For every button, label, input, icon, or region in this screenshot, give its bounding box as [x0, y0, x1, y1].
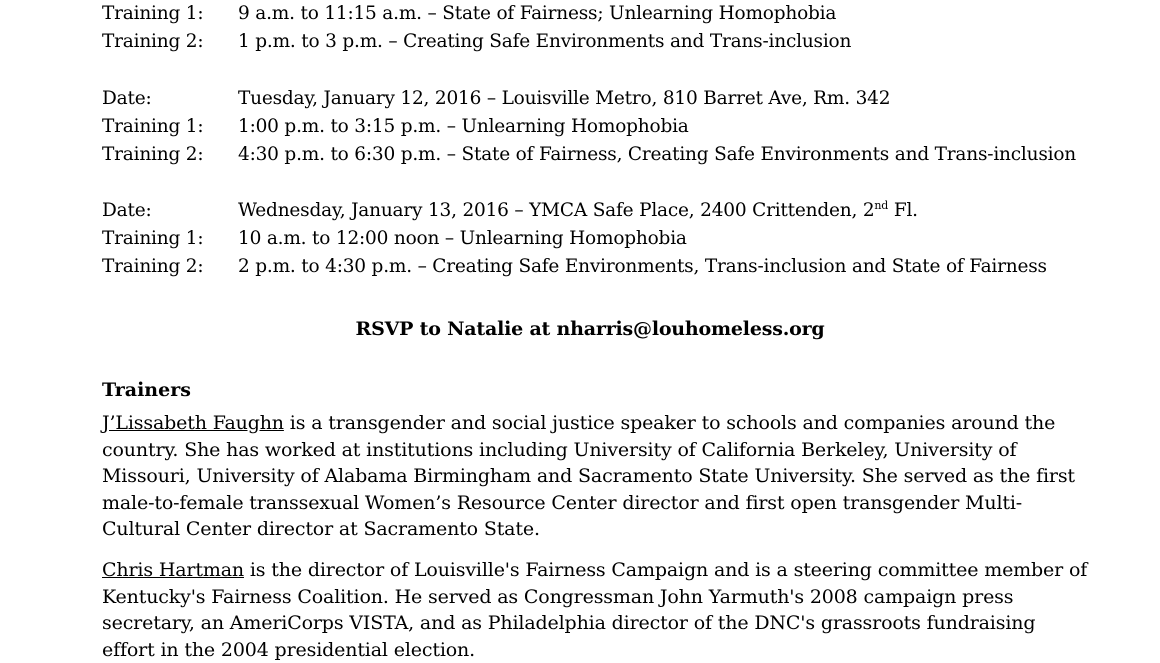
- trainer-bio-paragraph: [102, 410, 1092, 543]
- floor-suffix: Fl.: [888, 200, 918, 221]
- row-value: 2 p.m. to 4:30 p.m. – Creating Safe Environments, Trans-inclusion and State of Fairness: [238, 256, 1047, 277]
- row-value: [238, 199, 918, 223]
- row-label: Training 2:: [102, 256, 204, 277]
- trainers-heading: Trainers: [102, 379, 191, 401]
- row-label: Training 1:: [102, 116, 204, 137]
- schedule-row-training-1: [102, 115, 689, 139]
- row-label: Date:: [102, 88, 152, 109]
- row-label: Training 2:: [102, 144, 204, 165]
- schedule-row-date: [102, 199, 918, 223]
- row-label: Training 1:: [102, 3, 204, 24]
- trainer-bio-paragraph: [102, 557, 1092, 663]
- row-label: Training 1:: [102, 228, 204, 249]
- date-text: Wednesday, January 13, 2016 – YMCA Safe Place, 2400 Crittenden, 2: [238, 200, 875, 221]
- row-value: Tuesday, January 12, 2016 – Louisville Metro, 810 Barret Ave, Rm. 342: [238, 88, 891, 109]
- trainer-bio: is a transgender and social justice speaker to schools and companies around the country. She has worked at institutions including University of California Berkeley, University of Missouri, University of Alabama Birmingham and Sacramento State University. She served as the first male-to-female transsexual Women’s Resource Center director and first open transgender Multi-Cultural Center director at Sacramento State.: [102, 412, 1075, 540]
- trainer-name: J’Lissabeth Faughn: [102, 412, 284, 434]
- schedule-row-training-1: [102, 227, 687, 251]
- schedule-row-training-2: [102, 143, 1076, 167]
- schedule-row-training-1: [102, 2, 836, 26]
- row-label: Training 2:: [102, 31, 204, 52]
- schedule-row-training-2: [102, 30, 851, 54]
- row-label: Date:: [102, 200, 152, 221]
- row-value: 10 a.m. to 12:00 noon – Unlearning Homophobia: [238, 228, 687, 249]
- schedule-row-date: [102, 87, 890, 111]
- trainer-bio: is the director of Louisville's Fairness Campaign and is a steering committee member of Kentucky's Fairness Coalition. He served as Congressman John Yarmuth's 2008 campaign press secretary, an AmeriCorps VISTA, and as Philadelphia director of the DNC's grassroots fundraising effort in the 2004 presidential election.: [102, 559, 1088, 661]
- schedule-row-training-2: [102, 255, 1047, 279]
- row-value: 4:30 p.m. to 6:30 p.m. – State of Fairness, Creating Safe Environments and Trans-inclusion: [238, 144, 1077, 165]
- row-value: 1:00 p.m. to 3:15 p.m. – Unlearning Homophobia: [238, 116, 689, 137]
- row-value: 9 a.m. to 11:15 a.m. – State of Fairness; Unlearning Homophobia: [238, 3, 837, 24]
- ordinal-suffix: nd: [874, 199, 889, 212]
- trainer-name: Chris Hartman: [102, 559, 244, 581]
- rsvp-line: RSVP to Natalie at nharris@louhomeless.org: [355, 318, 825, 340]
- row-value: 1 p.m. to 3 p.m. – Creating Safe Environments and Trans-inclusion: [238, 31, 852, 52]
